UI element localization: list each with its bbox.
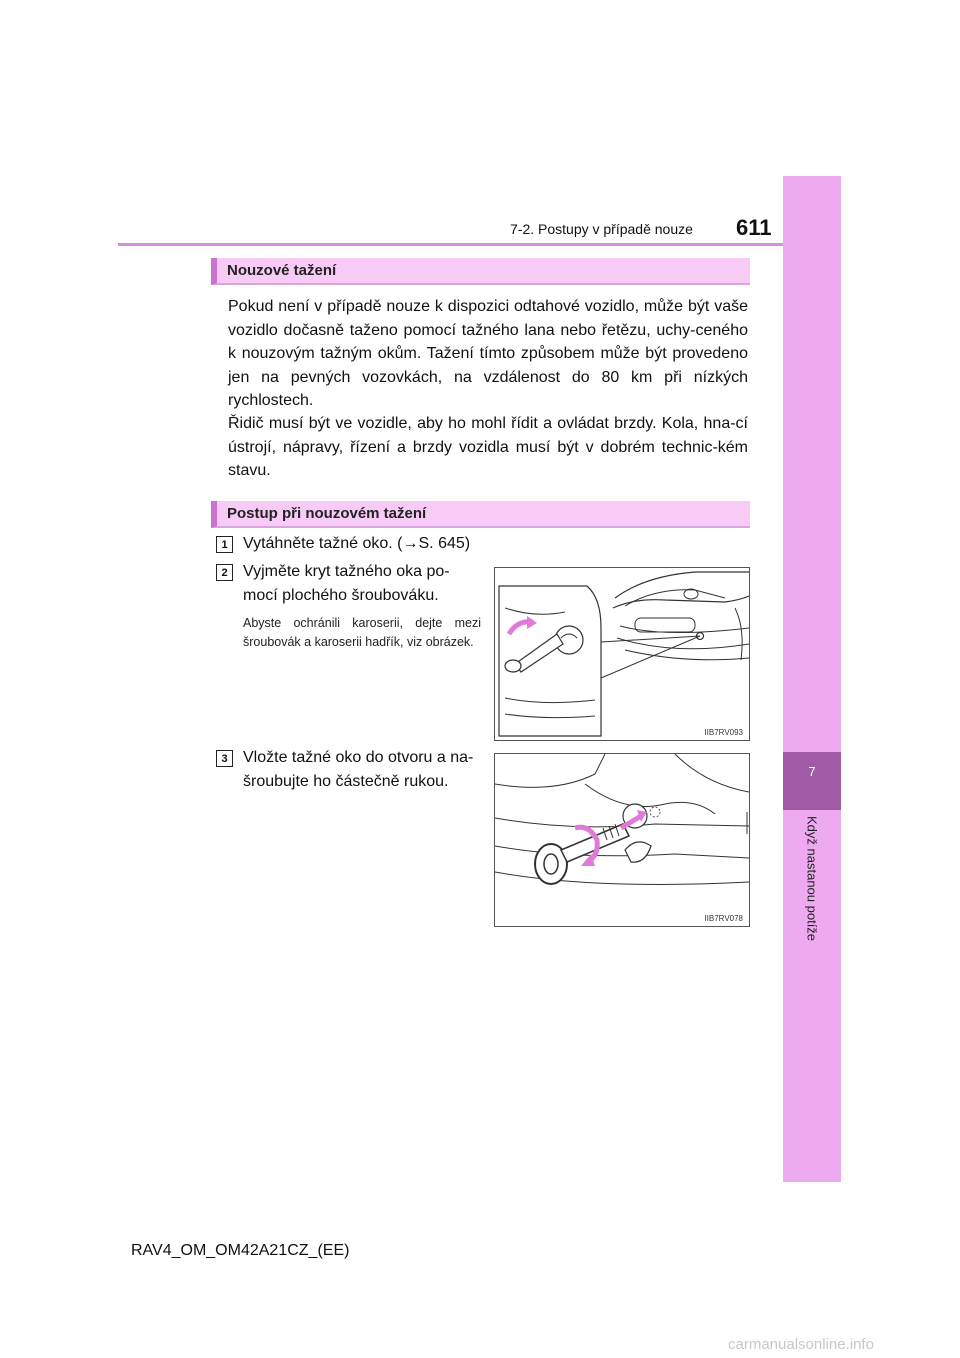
step-number-3: 3	[216, 750, 233, 767]
page-number: 611	[736, 215, 772, 240]
header-section-title: 7-2. Postupy v případě nouze	[510, 221, 693, 237]
figure-remove-cover	[494, 567, 750, 741]
paragraph-towing-intro: Pokud není v případě nouze k dispozici odtahové vozidlo, může být vaše vozidlo dočasně taženo pomocí tažného lana nebo řetězu, uchy-ceného k nouzovým tažným okům. Tažení tímto způsobem může být provedeno jen na pevných vozovkách, na vzdálenost do 80 km při nízkých rychlostech.	[228, 298, 748, 409]
watermark[interactable]: carmanualsonline.info	[728, 1336, 874, 1353]
step-number-1: 1	[216, 536, 233, 553]
step-text-3-line1: Vložte tažné oko do otvoru a na-	[243, 749, 474, 766]
step-text-2-line2: mocí plochého šroubováku.	[243, 587, 439, 604]
figure-insert-hook-drawing	[495, 754, 749, 926]
paragraph-driver-requirements: Řidič musí být ve vozidle, aby ho mohl řídit a ovládat brzdy. Kola, hna-cí ústrojí, nápravy, řízení a brzdy vozidla musí být v dobrém technic-kém stavu.	[228, 415, 748, 479]
step-2-note: Abyste ochránili karoserii, dejte mezi šroubovák a karoserii hadřík, viz obrázek.	[243, 616, 481, 649]
step-number-2: 2	[216, 564, 233, 581]
step-text-3-line2: šroubujte ho částečně rukou.	[243, 773, 449, 790]
chapter-sidebar	[783, 176, 841, 1182]
figure-remove-cover-drawing	[495, 568, 749, 740]
step-text-2-line1: Vyjměte kryt tažného oka po-	[243, 563, 450, 580]
section-heading-towing-procedure: Postup při nouzovém tažení	[211, 501, 750, 528]
chapter-title: Když nastanou potíže	[804, 816, 820, 942]
figure-insert-hook	[494, 753, 750, 927]
chapter-number: 7	[808, 764, 816, 779]
section-heading-emergency-towing: Nouzové tažení	[211, 258, 750, 285]
header-divider	[118, 243, 783, 246]
step-text-1: Vytáhněte tažné oko. (→S. 645)	[243, 535, 471, 552]
document-code: RAV4_OM_OM42A21CZ_(EE)	[131, 1242, 350, 1259]
figure-code-2: IIB7RV078	[704, 914, 743, 923]
figure-code-1: IIB7RV093	[704, 728, 743, 737]
chapter-tab[interactable]	[783, 752, 841, 810]
